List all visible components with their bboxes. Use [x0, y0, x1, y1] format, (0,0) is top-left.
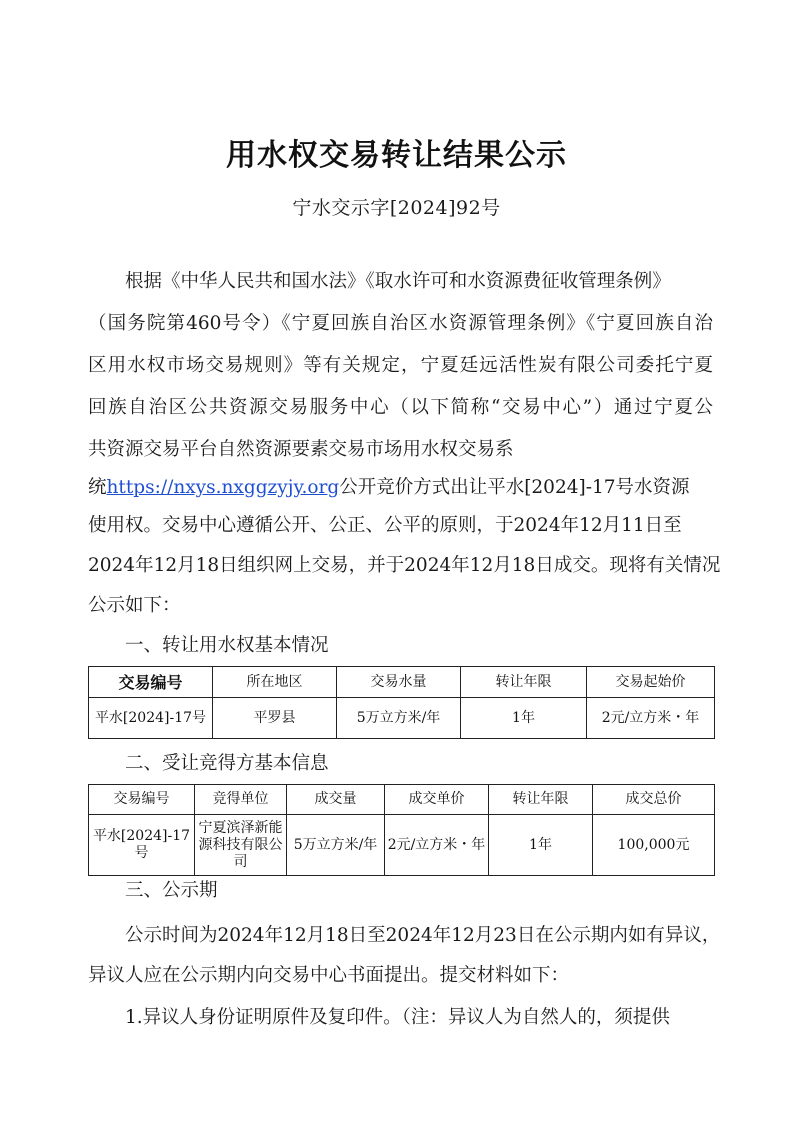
table-cell: 2元/立方米・年: [587, 698, 715, 739]
intro-line-9: 公示如下：: [88, 595, 181, 616]
table-row: [89, 815, 715, 876]
table-cell: 平罗县: [213, 698, 337, 739]
intro-line-7: 使用权。交易中心遵循公开、公正、公平的原则，于2024年12月11日至: [88, 515, 682, 536]
section3-line-3: 1.异议人身份证明原件及复印件。（注：异议人为自然人的，须提供: [125, 1007, 670, 1028]
table-header-cell: 交易编号: [89, 667, 213, 698]
table-cell: 5万立方米/年: [337, 698, 461, 739]
table-cell: 平水[2024]-17号: [89, 698, 213, 739]
intro-line-6-prefix: 统: [88, 477, 107, 498]
table-header-row: [89, 667, 715, 698]
platform-link[interactable]: https://nxys.nxggzyjy.org: [106, 477, 340, 498]
table-header-cell: 转让年限: [489, 785, 593, 815]
table-header-row: [89, 785, 715, 815]
intro-line-4: 回族自治区公共资源交易服务中心（以下简称“交易中心”）通过宁夏公: [88, 397, 713, 418]
table-header-cell: 交易水量: [337, 667, 461, 698]
intro-line-1: 根据《中华人民共和国水法》《取水许可和水资源费征收管理条例》: [125, 271, 671, 292]
section3-heading: 三、公示期: [125, 880, 218, 901]
table-cell: 2元/立方米・年: [385, 815, 489, 876]
table-cell: 1年: [461, 698, 587, 739]
intro-line-2: （国务院第460号令）《宁夏回族自治区水资源管理条例》《宁夏回族自治: [88, 313, 713, 334]
table-cell: 5万立方米/年: [287, 815, 385, 876]
table-cell: 100,000元: [593, 815, 715, 876]
table-header-cell: 竞得单位: [195, 785, 287, 815]
table-header-cell: 成交总价: [593, 785, 715, 815]
section2-heading: 二、受让竞得方基本信息: [125, 753, 329, 774]
transfer-info-table: [88, 666, 715, 739]
table-header-cell: 转让年限: [461, 667, 587, 698]
table-cell: 宁夏滨泽新能源科技有限公司: [195, 815, 287, 876]
table-header-cell: 成交量: [287, 785, 385, 815]
table-cell: 1年: [489, 815, 593, 876]
intro-line-6: [88, 474, 713, 502]
table-row: [89, 698, 715, 739]
table-header-cell: 交易编号: [89, 785, 195, 815]
intro-line-6-suffix: 公开竞价方式出让平水[2024]-17号水资源: [339, 477, 690, 498]
section3-line-1: 公示时间为2024年12月18日至2024年12月23日在公示期内如有异议，: [125, 925, 721, 946]
winner-info-table: [88, 784, 715, 876]
intro-line-8: 2024年12月18日组织网上交易，并于2024年12月18日成交。现将有关情况: [88, 555, 721, 576]
table-header-cell: 所在地区: [213, 667, 337, 698]
page-title: 用水权交易转让结果公示: [226, 138, 567, 173]
document-number: 宁水交示字[2024]92号: [292, 197, 501, 219]
section1-heading: 一、转让用水权基本情况: [125, 635, 329, 656]
table-cell: 平水[2024]-17号: [89, 815, 195, 876]
table-header-cell: 成交单价: [385, 785, 489, 815]
intro-line-3: 区用水权市场交易规则》等有关规定，宁夏廷远活性炭有限公司委托宁夏: [88, 355, 713, 376]
section3-line-2: 异议人应在公示期内向交易中心书面提出。提交材料如下：: [88, 965, 570, 986]
table-header-cell: 交易起始价: [587, 667, 715, 698]
intro-line-5: 共资源交易平台自然资源要素交易市场用水权交易系: [88, 439, 514, 460]
